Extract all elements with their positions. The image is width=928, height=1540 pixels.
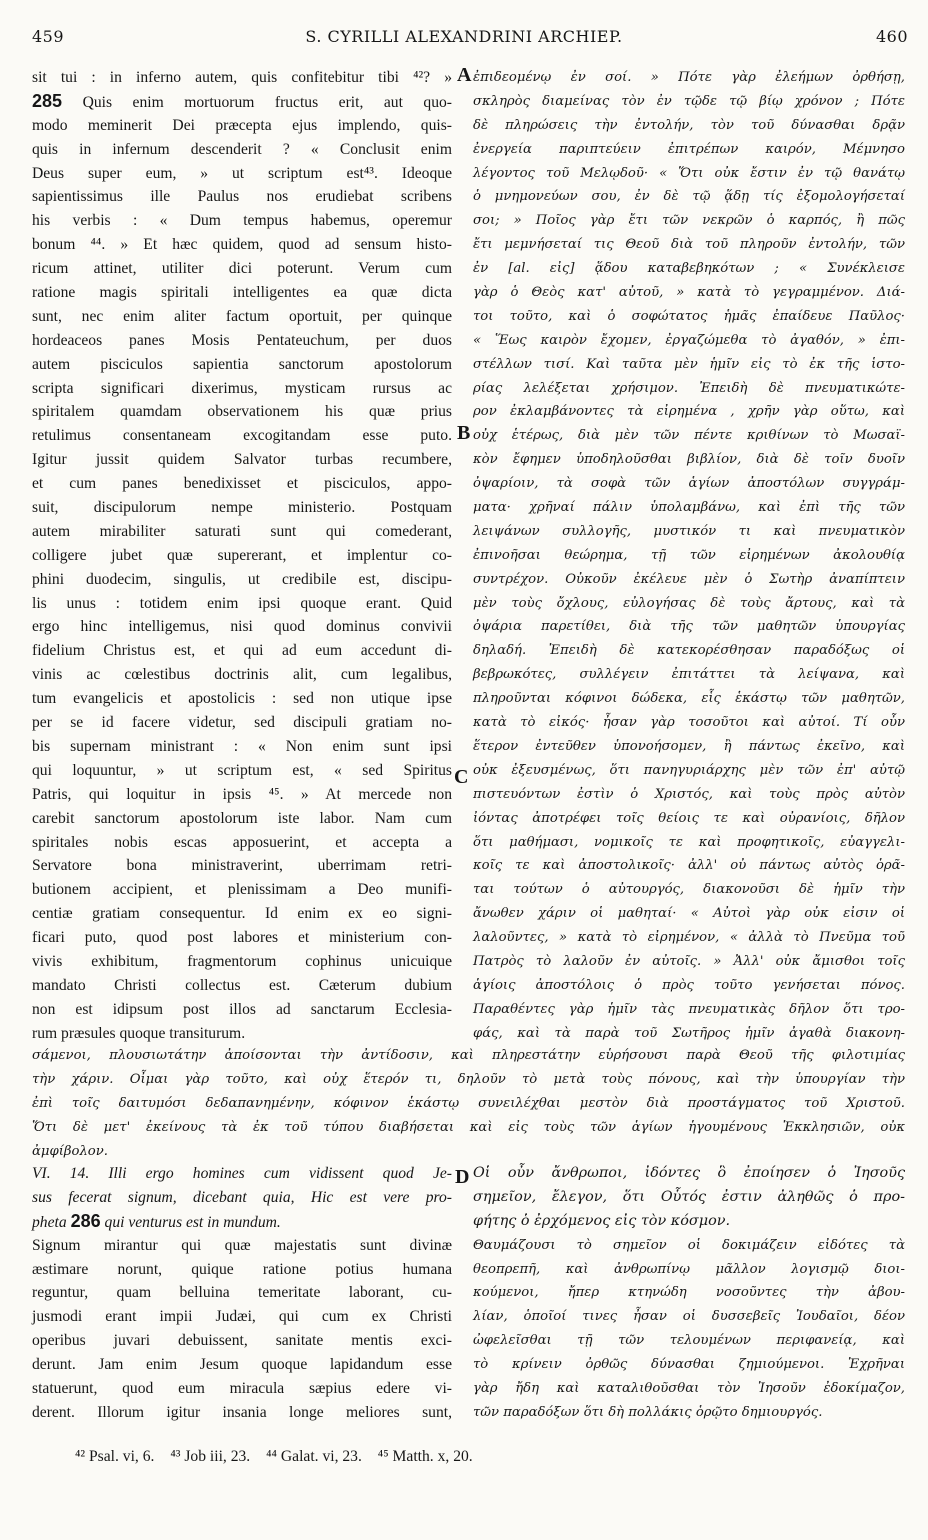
greek-line: σημεῖον, ἔλεγον, ὅτι Οὗτός ἐστιν ἀληθῶς ὁ προ-: [473, 1188, 905, 1205]
greek-line: κὸν ἔφημεν ὑποδηλοῦσθαι βιβλίον, διὰ δὲ τοῖν δυοῖν: [473, 452, 905, 468]
latin-line: vivis exhibitum, fragmentorum cophinus unicuique: [32, 952, 452, 970]
greek-line: ἰόντας ἀποτρέφει τοῖς θείοις τε καὶ οὐρανίοις, δῆλον: [473, 810, 905, 826]
greek-line: λίαν, ὁποῖοί τινες ἦσαν οἱ δυσσεβεῖς Ἰουδαῖοι, δέον: [473, 1309, 905, 1325]
latin-line: VI. 14. Illi ergo homines cum vidissent quod Je-: [32, 1165, 452, 1182]
greek-line: συντρέχον. Οὐκοῦν ἐκέλευε μὲν ὁ Σωτὴρ ἀναπίπτειν: [473, 571, 905, 587]
greek-line: ρον ἐκλαμβάνοντες τὰ εἰρημένα , χρῆν γὰρ οὕτω, καὶ: [473, 404, 905, 420]
greek-line: Οἱ οὖν ἄνθρωποι, ἰδόντες ὃ ἐποίησεν ὁ Ἰησοῦς: [473, 1165, 905, 1181]
latin-line: qui loquuntur, » ut scriptum est, « sed Spiritus: [32, 761, 452, 779]
latin-line: ficari puto, quod post labores et ministerium con-: [32, 929, 452, 947]
greek-line: ρίας λελέξεται χρήσιμον. Ἐπειδὴ δὲ πνευματικώτε-: [473, 380, 905, 396]
greek-full-line: ἀμφίβολον.: [32, 1143, 108, 1159]
latin-line: fidelium Christus est, et qui ad eum accedunt di-: [32, 642, 452, 660]
section-number-285: 285: [32, 90, 63, 111]
greek-line: ἔτι μεμνήσεταί τις Θεοῦ διὰ τοῦ πληροῦν ἐντολήν, τῶν: [473, 237, 905, 253]
greek-line: τοι τοῦτο, καὶ ὁ σοφώτατος ἡμᾶς ἐπαίδευε Παῦλος·: [473, 308, 905, 324]
greek-column-2: [473, 1162, 905, 1425]
latin-line: derunt. Jam enim Jesum quoque lapidandum esse: [32, 1356, 452, 1374]
greek-line: οὐχ ἑτέρως, διὰ μὲν τῶν πέντε κριθίνων τὸ Μωσαϊ-: [473, 428, 905, 444]
latin-column-2: [32, 1162, 452, 1425]
latin-line: scripta significari dixerimus, mysticam rursus ac: [32, 379, 452, 397]
greek-line: πληροῦνται κόφινοι δώδεκα, εἷς ἑκάστῳ τῶν μαθητῶν,: [473, 691, 905, 707]
margin-marker-c: C: [454, 766, 469, 788]
greek-full-line: ἐπὶ τοῖς δαιτυμόσι δεδαπανημένην, κόφινον ἑκάστῳ συνειλέχθαι μεστὸν διὰ προστάγματος τοῦ Χριστοῦ.: [32, 1095, 905, 1111]
greek-line: κατὰ τὸ εἰκός· ἦσαν γὰρ τοσοῦτοι καὶ αὐτοί. Τί οὖν: [473, 715, 905, 731]
margin-marker-a: A: [457, 64, 472, 86]
greek-line: ὁ μνημονεύων σου, ἐν δὲ τῷ ᾅδῃ τίς ἐξομολογήσεταί: [473, 189, 905, 205]
latin-line: bis supernam ministrant : « Non enim sunt ipsi: [32, 737, 452, 755]
latin-line: per se id facere videtur, sed discipuli gratiam no-: [32, 714, 452, 732]
latin-line: sus fecerat signum, dicebant quia, Hic est vere pro-: [32, 1188, 452, 1206]
latin-line: bonum ⁴⁴. » Et hæc quidem, quod ad sensum histo-: [32, 236, 452, 254]
latin-line: non est idipsum post illos ad sanctarum Ecclesia-: [32, 1000, 452, 1018]
greek-full-line: τὴν χάριν. Οἶμαι γὰρ τοῦτο, καὶ οὐχ ἕτερόν τι, δηλοῦν τὸ μετὰ τοὺς πόνους, καὶ τὴν ὑπουργίαν τὴν: [32, 1071, 905, 1087]
latin-line: sapientissimus ille Paulus nos erudiebat scribens: [32, 188, 452, 206]
greek-line: κοῖς τε καὶ ἀποστολικοῖς· ἀλλ' οὐ πάντως αὐτὸς ὁρᾶ-: [473, 858, 905, 874]
greek-line: γὰρ ἤδη καὶ καταλιθοῦσθαι τὸν Ἰησοῦν ἐδοκίμαζον,: [473, 1381, 905, 1397]
latin-line: lis unus : totidem enim ipsi quoque erant. Quid: [32, 594, 452, 612]
latin-line: statuerunt, quod eum miracula sæpius edere vi-: [32, 1380, 452, 1398]
greek-line: σκληρὸς διαμείνας τὸν ἐν τῷδε τῷ βίῳ χρόνον ; Πότε: [473, 93, 905, 109]
greek-line: Θαυμάζουσι τὸ σημεῖον οἱ δοκιμάζειν εἰδότες τὰ: [473, 1237, 905, 1253]
greek-line: ται τούτων ὁ αὐτουργός, διακονοῦσι δὲ ἡμῖν τὴν: [473, 882, 905, 898]
latin-line: butionem accipient, et plenissimam a Deo munifi-: [32, 881, 452, 899]
latin-text: qui venturus est in mundum.: [104, 1213, 281, 1231]
latin-line: modo meminerit Dei præcepta ejus implendo, quis-: [32, 116, 452, 134]
latin-line: Servatore bona ministraverint, uberrimam retri-: [32, 857, 452, 875]
latin-line: suit, discipulorum nempe ministerio. Postquam: [32, 499, 452, 517]
greek-line: φήτης ὁ ἐρχόμενος εἰς τὸν κόσμον.: [473, 1212, 731, 1229]
greek-line: ἐπιδεομένῳ ἐν σοί. » Πότε γὰρ ἐλεήμων ὀρθήσῃ,: [473, 70, 905, 85]
greek-line: ἐπινοῆσαι θεώρημα, τῇ τῶν εἰρημένων ἀκολουθίᾳ: [473, 547, 905, 563]
latin-line: carebit sanctorum apostolorum iste labor. Nam cum: [32, 809, 452, 827]
running-header: [0, 27, 928, 49]
latin-line: colligere jubet quæ supererant, et implentur co-: [32, 546, 452, 564]
greek-line: μὲν τοὺς ὄχλους, εὐλογήσας δὲ τοὺς ἄρτους, καὶ τὰ: [473, 595, 905, 611]
section-number-286: 286: [70, 1210, 101, 1231]
footnote-45: ⁴⁵ Matth. x, 20.: [377, 1448, 473, 1465]
greek-line: ὅτι μαθήμασι, νομικοῖς τε καὶ προφητικοῖς, εὐαγγελι-: [473, 834, 905, 850]
latin-line: sit tui : in inferno autem, quis confitebitur tibi ⁴²? »: [32, 69, 452, 86]
greek-line: δηλαδή. Ἐπειδὴ δὲ κατεκορέσθησαν παραδόξως οἱ: [473, 643, 905, 659]
latin-line: derent. Illorum igitur insania longe meliores sunt,: [32, 1403, 452, 1421]
greek-line: λέγοντος τοῦ Μελῳδοῦ· « Ὅτι οὐκ ἔστιν ἐν τῷ θανάτῳ: [473, 165, 905, 181]
greek-full-line: Ὅτι δὲ μετ' ἐκείνους τὰ ἐκ τοῦ τύπου διαβήσεται καὶ εἰς τοὺς τῶν ἁγίων ἡγουμένους Ἐκκλησιῶν, οὐκ: [32, 1119, 905, 1135]
latin-line: his verbis : « Dum tempus habemus, operemur: [32, 212, 452, 230]
latin-line: ratione magis spiritali intelligentes ea quæ dicta: [32, 284, 452, 302]
latin-line: Deus super eum, » ut scriptum est⁴³. Ideoque: [32, 164, 452, 182]
latin-line: mandato Christi collectus est. Cæterum dubium: [32, 976, 452, 994]
latin-line: spiritalem quamdam observationem his quæ prius: [32, 403, 452, 421]
greek-line: δὲ πληρώσεις τὴν ἐντολήν, τὸν τοῦ δύνασθαι δρᾷν: [473, 117, 905, 133]
latin-line: ricum attinet, utiliter dici poterunt. Verum cum: [32, 260, 452, 278]
greek-line: ἐνεργεία παριπτεύειν ἐπιτρέπων καιρόν, Μέμνησο: [473, 141, 905, 157]
greek-line: βεβρωκότες, συλλέγειν ἐπιτάττει τὰ λείψανα, καὶ: [473, 667, 905, 683]
latin-line: operibus juvari debuissent, sanitate mentis exci-: [32, 1332, 452, 1350]
latin-line: autem pisciculos sapientia sanctorum apostolorum: [32, 355, 452, 373]
latin-line: hordeaceos panes Mosis Pentateuchum, per duos: [32, 331, 452, 349]
latin-column-1: [32, 66, 452, 1046]
margin-marker-b: B: [457, 422, 471, 444]
greek-line: πιστευόντων ἐστὶν ὁ Χριστός, καὶ τοὺς πρὸς αὐτὸν: [473, 786, 905, 802]
latin-line: tum evangelicis et apostolicis : sed non utique ipse: [32, 690, 452, 708]
greek-line: ὀψάρια παρετίθει, διὰ τῆς τῶν μαθητῶν ὑπουργίας: [473, 619, 905, 635]
greek-line: ὀψαρίοιν, τὰ σοφὰ τῶν ἁγίων ἀποστόλων συγγράμ-: [473, 476, 905, 492]
greek-line: στέλλων τισί. Καὶ ταῦτα μὲν ἡμῖν εἰς τὸ ἐκ τῆς ἱστο-: [473, 356, 905, 372]
latin-line: æstimare norunt, quique ratione potius humana: [32, 1260, 452, 1278]
greek-line: ἄνωθεν χάριν οἱ μαθηταί· « Αὐτοὶ γὰρ οὐκ εἰσιν οἱ: [473, 906, 905, 922]
latin-line: Signum mirantur qui quæ majestatis sunt divinæ: [32, 1236, 452, 1254]
greek-line: « Ἕως καιρὸν ἔχομεν, ἐργαζώμεθα τὸ ἀγαθόν, » ἐπι-: [473, 332, 905, 348]
footnote-44: ⁴⁴ Galat. vi, 23.: [266, 1448, 362, 1465]
running-title: S. CYRILLI ALEXANDRINI ARCHIEP.: [305, 27, 623, 46]
greek-line: λαλοῦντες, » κατὰ τὸ εἰρημένον, « ἀλλὰ τὸ Πνεῦμα τοῦ: [473, 930, 905, 946]
page-number-right: 460: [875, 27, 908, 46]
latin-line: [32, 90, 452, 114]
latin-line: vinis ac cœlestibus doctrinis alit, cum legalibus,: [32, 666, 452, 684]
greek-column-1: [473, 66, 905, 1046]
latin-line: reguntur, quam belluina temeritate laborant, cu-: [32, 1284, 452, 1302]
latin-line: rum præsules quoque transiturum.: [32, 1024, 246, 1042]
latin-line: retulimus consentaneam excogitandam esse puto.: [32, 427, 452, 445]
footnote-43: ⁴³ Job iii, 23.: [170, 1448, 251, 1465]
latin-line: centiæ gratiam consequentur. Id enim ex eo signi-: [32, 905, 452, 923]
greek-line: ματα· χρῆναί πάλιν ὑπολαμβάνω, καὶ ἐπὶ τῆς τῶν: [473, 500, 905, 516]
greek-line: θεοπρεπῆ, καὶ ἀνθρωπίνῳ μᾶλλον λογισμῷ διοι-: [473, 1261, 905, 1277]
margin-marker-d: D: [455, 1166, 470, 1188]
greek-line: σοι; » Ποῖος γὰρ ἔτι τῶν νεκρῶν ὁ καρπός, ἢ πῶς: [473, 213, 905, 229]
latin-line: et cum panes benedixisset et pisciculos, appo-: [32, 475, 452, 493]
latin-line: Patris, qui loquitur in ipsis ⁴⁵. » At mercede non: [32, 785, 452, 803]
greek-full-width: [32, 1044, 905, 1163]
latin-text: pheta: [32, 1213, 67, 1231]
latin-line: sunt, nec enim aliter factum oportuit, per quinque: [32, 307, 452, 325]
greek-line: ἁγίοις ἀποστόλοις ὁ πρὸς τοῦτο γενήσεται πόνος.: [473, 977, 905, 993]
latin-line: phini duodecim, singulis, ut credibile est, discipu-: [32, 570, 452, 588]
footnote-42: ⁴² Psal. vi, 6.: [75, 1448, 155, 1465]
latin-line: quis in infernum descenderit ? « Conclusit enim: [32, 140, 452, 158]
greek-line: ὠφελεῖσθαι τῇ τῶν τελουμένων περιφανείᾳ, καὶ: [473, 1333, 905, 1349]
greek-line: κούμενοι, ἤπερ κτηνώδη νοσοῦντες τὴν ἀβου-: [473, 1285, 905, 1301]
greek-line: Παραθέντες γὰρ ἡμῖν τὰς πνευματικὰς δῆλον ὅτι τρο-: [473, 1001, 905, 1017]
greek-line: λειψάνων συλλογῆς, μυστικόν τι καὶ πνευματικὸν: [473, 523, 905, 539]
greek-line: γὰρ ὁ Θεὸς κατ' αὐτοῦ, » κατὰ τὸ γεγραμμένον. Διά-: [473, 285, 905, 301]
latin-line: spiritales nobis escas apposuerint, et accepta a: [32, 833, 452, 851]
latin-line: autem mirabiliter saturati sunt qui comederant,: [32, 522, 452, 540]
greek-line: ἐν [al. εἰς] ᾅδου καταβεβηκότων ; « Συνέκλεισε: [473, 261, 905, 277]
greek-line: οὐκ ἐξευσμένως, ὅτι πανηγυριάρχης μὲν τῶν ἐπ' αὐτῷ: [473, 762, 905, 778]
greek-line: φάς, καὶ τὰ παρὰ τοῦ Σωτῆρος ἡμῖν ἀγαθὰ διακονη-: [473, 1025, 905, 1041]
page-number-left: 459: [32, 27, 65, 46]
latin-text: Quis enim mortuorum fructus erit, aut quo-: [82, 93, 452, 111]
greek-line: τὸ κρίνειν ὀρθῶς δύνασθαι ζημιούμενοι. Ἐχρῆναι: [473, 1357, 905, 1373]
greek-full-line: σάμενοι, πλουσιωτάτην ἀποίσονται τὴν ἀντίδοσιν, καὶ πληρεστάτην εὑρήσουσι παρὰ Θεοῦ τῆς φιλοτιμίας: [32, 1048, 905, 1063]
greek-line: ἕτερον ἐντεῦθεν ὑπονοήσομεν, ἢ πάντως ἐκεῖνο, καὶ: [473, 738, 905, 754]
footnotes: [75, 1448, 485, 1466]
greek-line: Πατρὸς τὸ λαλοῦν ἐν αὐτοῖς. » Ἀλλ' οὐκ ἄμισθοι τοῖς: [473, 953, 905, 969]
latin-line: jusmodi erant impii Judæi, qui cum ex Christi: [32, 1308, 452, 1326]
latin-line: [32, 1210, 452, 1234]
latin-line: ergo hinc intelligemus, nisi quod dominus convivii: [32, 618, 452, 636]
greek-line: τῶν παραδόξων ὅτι δὴ πολλάκις ὁρῷτο δημιουργός.: [473, 1404, 823, 1420]
latin-line: Igitur jussit quidem Salvator turbas recumbere,: [32, 451, 452, 469]
